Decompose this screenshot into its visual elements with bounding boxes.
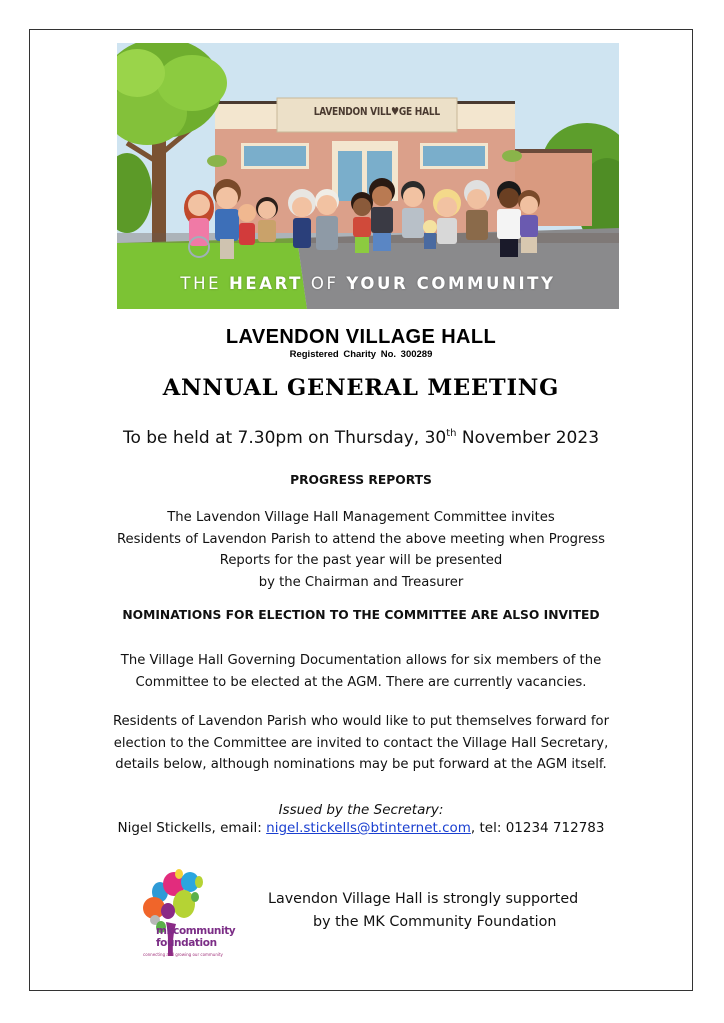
village-hall-banner-image: [117, 43, 619, 309]
meeting-title: ANNUAL GENERAL MEETING: [162, 375, 560, 401]
nominations-heading: NOMINATIONS FOR ELECTION TO THE COMMITTEE ARE ALSO INVITED: [122, 608, 600, 622]
banner-illustration: [117, 43, 619, 309]
logo-leaf: [195, 876, 203, 888]
support-line-2: by the MK Community Foundation: [313, 914, 557, 930]
logo-leaf: [161, 903, 175, 919]
meeting-date-prefix: To be held at 7.30pm on Thursday, 30: [122, 428, 447, 448]
progress-reports-paragraph: [29, 507, 693, 593]
logo-text-foundation: foundation: [156, 937, 217, 949]
progress-line: Residents of Lavendon Parish to attend the above meeting when Progress: [116, 531, 606, 547]
banner-caption: [117, 274, 619, 293]
caption-part-of: OF: [303, 274, 347, 293]
logo-tagline: connecting and growing our community: [143, 952, 223, 957]
contact-line: [29, 820, 693, 836]
residents-paragraph: [29, 711, 693, 776]
logo-leaf: [191, 892, 199, 902]
logo-text-mkcommunity: mkcommunity: [156, 925, 236, 937]
progress-reports-heading: PROGRESS REPORTS: [290, 473, 432, 487]
residents-line: Residents of Lavendon Parish who would like to put themselves forward for: [112, 714, 609, 729]
logo-leaf: [175, 869, 183, 879]
telephone: , tel: 01234 712783: [470, 820, 605, 836]
progress-line: Reports for the past year will be presented: [219, 553, 503, 568]
meeting-date-ordinal: th: [446, 428, 457, 439]
docs-line: The Village Hall Governing Documentation allows for six members of the: [120, 653, 602, 668]
meeting-date-rest: November 2023: [456, 428, 600, 448]
residents-line: details below, although nominations may be put forward at the AGM itself.: [115, 757, 607, 772]
meeting-date: [29, 428, 693, 448]
progress-line: by the Chairman and Treasurer: [258, 574, 464, 590]
secretary-name: Nigel Stickells, email:: [117, 820, 267, 836]
support-statement: [268, 888, 613, 934]
caption-part-your-community: YOUR COMMUNITY: [346, 274, 556, 293]
issued-by: Issued by the Secretary:: [278, 802, 444, 818]
progress-line: The Lavendon Village Hall Management Committee invites: [167, 510, 555, 525]
charity-number: Registered Charity No. 300289: [289, 349, 433, 360]
governing-docs-paragraph: [29, 650, 693, 693]
email-link[interactable]: nigel.stickells@btinternet.com: [266, 820, 471, 836]
support-line-1: Lavendon Village Hall is strongly supported: [268, 891, 579, 907]
docs-line: Committee to be elected at the AGM. There are currently vacancies.: [135, 674, 587, 690]
residents-line: election to the Committee are invited to contact the Village Hall Secretary,: [113, 735, 609, 751]
org-title: LAVENDON VILLAGE HALL: [225, 326, 497, 348]
caption-part-heart: HEART: [228, 274, 304, 293]
hall-sign-text: LAVENDON VILL♥GE HALL: [313, 105, 440, 118]
caption-part-the: THE: [180, 274, 229, 293]
